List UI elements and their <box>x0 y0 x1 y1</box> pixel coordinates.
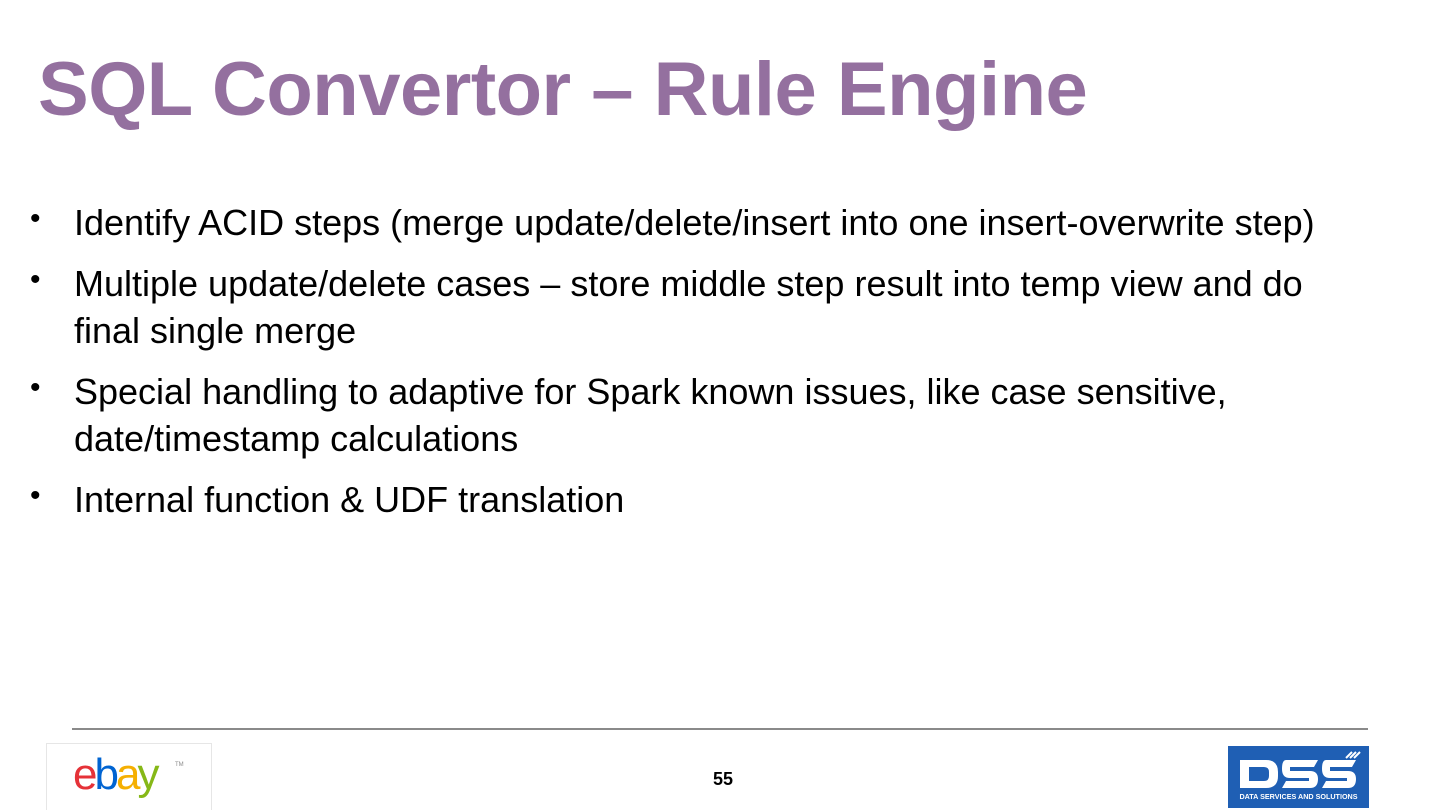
bullet-item <box>30 368 1370 462</box>
dss-logo <box>1228 746 1369 808</box>
dss-letter-s2-shape <box>1322 760 1356 788</box>
dss-letter-s1-shape <box>1282 760 1318 788</box>
ebay-wordmark <box>73 750 156 800</box>
bullet-dot-icon: • <box>30 202 41 235</box>
ebay-trademark: TM <box>175 762 184 768</box>
bullet-item <box>30 476 1370 523</box>
slide-title: SQL Convertor – Rule Engine <box>38 47 1088 132</box>
dss-tagline: DATA SERVICES AND SOLUTIONS <box>1239 792 1358 801</box>
ebay-letter-a: a <box>115 750 138 799</box>
bullet-dot-icon: • <box>30 479 41 512</box>
footer-divider <box>72 728 1368 730</box>
ebay-letter-y: y <box>137 750 157 799</box>
bullet-dot-icon: • <box>30 263 41 296</box>
bullet-text: Multiple update/delete cases – store middle step result into temp view and do final single merge <box>74 263 1303 351</box>
ebay-letter-b: b <box>94 750 116 799</box>
ebay-letter-e: e <box>73 750 95 799</box>
bullet-item <box>30 199 1370 246</box>
bullet-dot-icon: • <box>30 371 41 404</box>
bullet-text: Special handling to adaptive for Spark known issues, like case sensitive, date/timestamp calculations <box>74 371 1227 459</box>
bullet-item <box>30 260 1370 354</box>
ebay-logo <box>46 743 212 810</box>
bullet-text: Identify ACID steps (merge update/delete/insert into one insert-overwrite step) <box>74 202 1315 243</box>
bullet-list <box>30 199 1370 537</box>
bullet-text: Internal function & UDF translation <box>74 479 625 520</box>
page-number: 55 <box>712 769 734 789</box>
